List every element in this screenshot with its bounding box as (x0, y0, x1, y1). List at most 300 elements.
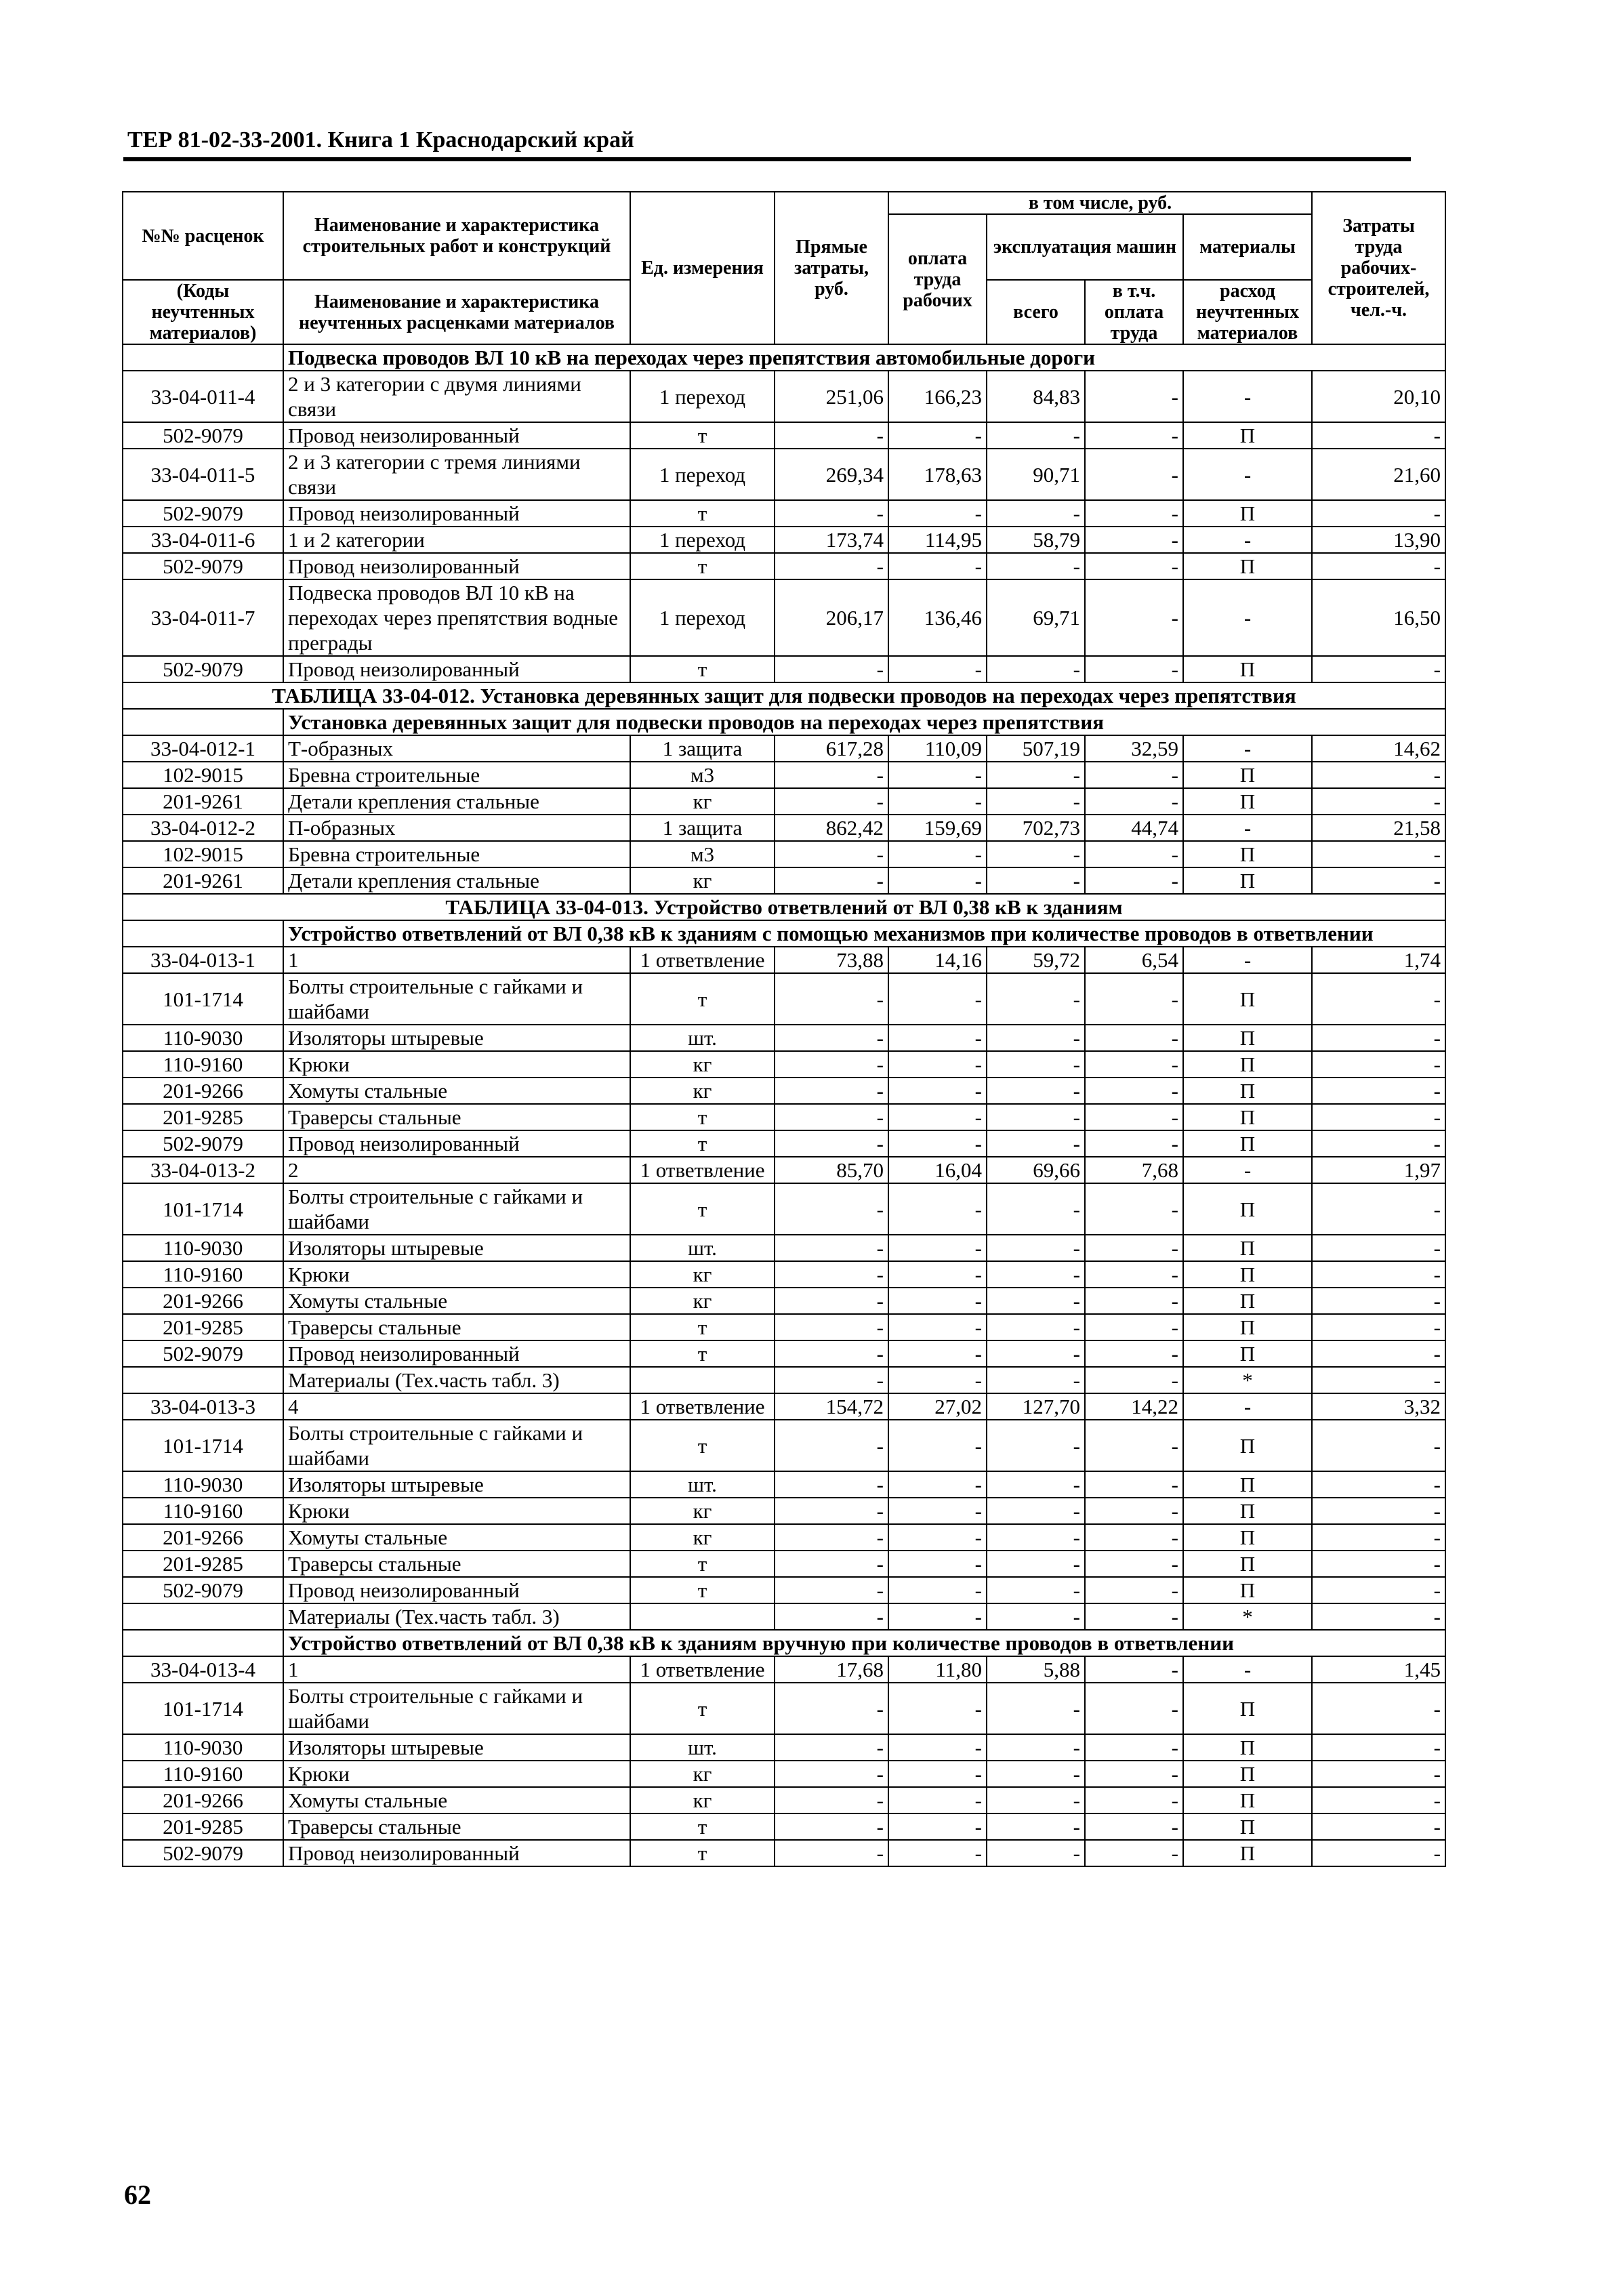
work-name: Болты строительные с гайками и шайбами (283, 1420, 630, 1471)
unit-cell: т (630, 1551, 775, 1577)
table-body (123, 344, 1445, 1866)
unit-cell: 1 переход (630, 449, 775, 500)
rate-code: 502-9079 (123, 500, 283, 527)
machines-wage: - (1085, 1787, 1183, 1813)
machines-total: - (987, 1183, 1085, 1235)
table-row (123, 1051, 1445, 1078)
direct-cost: - (775, 422, 888, 449)
wage-cost: - (888, 1288, 987, 1314)
work-name: 2 и 3 категории с тремя линиями связи (283, 449, 630, 500)
unit-cell: т (630, 973, 775, 1025)
direct-cost: - (775, 553, 888, 579)
table-row (123, 553, 1445, 579)
unit-cell: шт. (630, 1471, 775, 1498)
rate-code: 33-04-012-1 (123, 735, 283, 762)
section-row (123, 920, 1445, 947)
direct-cost: - (775, 1577, 888, 1603)
direct-cost: - (775, 1471, 888, 1498)
wage-cost: - (888, 1104, 987, 1130)
table-row (123, 1420, 1445, 1471)
machines-total: - (987, 1603, 1085, 1630)
machines-total: - (987, 1813, 1085, 1840)
machines-total: - (987, 973, 1085, 1025)
rate-code: 33-04-013-4 (123, 1656, 283, 1683)
work-name: Хомуты стальные (283, 1288, 630, 1314)
labor-cost: - (1312, 656, 1445, 682)
work-name: Материалы (Тех.часть табл. 3) (283, 1367, 630, 1393)
work-name: Хомуты стальные (283, 1787, 630, 1813)
direct-cost: - (775, 1813, 888, 1840)
labor-cost: - (1312, 788, 1445, 815)
labor-cost: - (1312, 867, 1445, 894)
col-name-header: Наименование и характеристика строительных работ и конструкций (283, 192, 630, 280)
table-row (123, 1577, 1445, 1603)
unit-cell (630, 1603, 775, 1630)
rate-code: 110-9030 (123, 1471, 283, 1498)
machines-wage: - (1085, 1603, 1183, 1630)
labor-cost: - (1312, 1078, 1445, 1104)
rate-code: 502-9079 (123, 553, 283, 579)
labor-cost: - (1312, 1734, 1445, 1761)
table-row (123, 579, 1445, 656)
work-name: Изоляторы штыревые (283, 1734, 630, 1761)
direct-cost: - (775, 1420, 888, 1471)
unit-cell: т (630, 500, 775, 527)
machines-wage: - (1085, 1656, 1183, 1683)
labor-cost: - (1312, 1603, 1445, 1630)
unit-cell: кг (630, 1288, 775, 1314)
labor-cost: - (1312, 500, 1445, 527)
machines-wage: - (1085, 1183, 1183, 1235)
rate-code: 502-9079 (123, 1340, 283, 1367)
table-row (123, 1183, 1445, 1235)
wage-cost: 114,95 (888, 527, 987, 553)
work-name: 1 (283, 947, 630, 973)
wage-cost: - (888, 1551, 987, 1577)
materials-cell: П (1183, 762, 1312, 788)
direct-cost: - (775, 1340, 888, 1367)
machines-wage: - (1085, 841, 1183, 867)
table-row (123, 1813, 1445, 1840)
rate-code: 33-04-011-4 (123, 371, 283, 422)
work-name: Провод неизолированный (283, 500, 630, 527)
direct-cost: - (775, 1183, 888, 1235)
wage-cost: - (888, 553, 987, 579)
unit-cell: кг (630, 1051, 775, 1078)
wage-cost: - (888, 422, 987, 449)
work-name: Крюки (283, 1261, 630, 1288)
materials-cell: П (1183, 1340, 1312, 1367)
machines-wage: 44,74 (1085, 815, 1183, 841)
labor-cost: - (1312, 1340, 1445, 1367)
machines-total: - (987, 1683, 1085, 1734)
rate-code: 102-9015 (123, 841, 283, 867)
materials-cell: П (1183, 1813, 1312, 1840)
rate-code: 110-9160 (123, 1761, 283, 1787)
machines-wage: - (1085, 1104, 1183, 1130)
unit-cell: 1 защита (630, 815, 775, 841)
materials-cell: П (1183, 1761, 1312, 1787)
machines-wage: - (1085, 1025, 1183, 1051)
machines-wage: - (1085, 1078, 1183, 1104)
rate-code: 33-04-011-6 (123, 527, 283, 553)
section-title: Установка деревянных защит для подвески проводов на переходах через препятствия (283, 709, 1445, 735)
wage-cost: 14,16 (888, 947, 987, 973)
unit-cell: кг (630, 1524, 775, 1551)
section-title: Устройство ответвлений от ВЛ 0,38 кВ к зданиям с помощью механизмов при количестве проводов в ответвлении (283, 920, 1445, 947)
rate-code: 110-9160 (123, 1498, 283, 1524)
work-name: Болты строительные с гайками и шайбами (283, 1183, 630, 1235)
table-row (123, 1787, 1445, 1813)
machines-total: - (987, 1235, 1085, 1261)
materials-cell: П (1183, 422, 1312, 449)
wage-cost: - (888, 867, 987, 894)
machines-wage: - (1085, 449, 1183, 500)
labor-cost: - (1312, 1367, 1445, 1393)
labor-cost: 14,62 (1312, 735, 1445, 762)
materials-cell: П (1183, 1130, 1312, 1157)
col-wage-header: оплата труда рабочих (888, 214, 987, 344)
machines-total: - (987, 1340, 1085, 1367)
unit-cell: шт. (630, 1025, 775, 1051)
unit-cell: кг (630, 1261, 775, 1288)
materials-cell: - (1183, 1393, 1312, 1420)
direct-cost: 154,72 (775, 1393, 888, 1420)
rate-code: 33-04-011-5 (123, 449, 283, 500)
direct-cost: - (775, 1025, 888, 1051)
table-title: ТАБЛИЦА 33-04-013. Устройство ответвлений от ВЛ 0,38 кВ к зданиям (123, 894, 1445, 920)
machines-total: - (987, 867, 1085, 894)
unit-cell: 1 ответвление (630, 1656, 775, 1683)
section-spacer (123, 709, 283, 735)
direct-cost: - (775, 973, 888, 1025)
materials-cell: П (1183, 1104, 1312, 1130)
work-name: Крюки (283, 1498, 630, 1524)
materials-cell: П (1183, 1314, 1312, 1340)
materials-cell: П (1183, 1288, 1312, 1314)
table-title-row (123, 894, 1445, 920)
table-row (123, 1130, 1445, 1157)
unit-cell: кг (630, 1761, 775, 1787)
unit-cell: т (630, 656, 775, 682)
materials-cell: П (1183, 1498, 1312, 1524)
direct-cost: - (775, 1367, 888, 1393)
table-row (123, 815, 1445, 841)
page-number: 62 (124, 2179, 151, 2210)
col-name-sub-header: Наименование и характеристика неучтенных расценками материалов (283, 280, 630, 344)
col-machines-wage-header: в т.ч. оплата труда (1085, 280, 1183, 344)
materials-cell: П (1183, 1577, 1312, 1603)
machines-wage: - (1085, 422, 1183, 449)
materials-cell: П (1183, 1261, 1312, 1288)
wage-cost: - (888, 1524, 987, 1551)
direct-cost: - (775, 1261, 888, 1288)
unit-cell (630, 1367, 775, 1393)
machines-total: - (987, 788, 1085, 815)
unit-cell: 1 переход (630, 527, 775, 553)
materials-cell: П (1183, 1078, 1312, 1104)
machines-wage: - (1085, 579, 1183, 656)
col-code-header: №№ расценок (123, 192, 283, 280)
col-code-sub-header: (Коды неучтенных материалов) (123, 280, 283, 344)
wage-cost: - (888, 1235, 987, 1261)
table-row (123, 1367, 1445, 1393)
work-name: Провод неизолированный (283, 656, 630, 682)
table-row (123, 449, 1445, 500)
direct-cost: - (775, 1761, 888, 1787)
col-materials-sub-header: расход неучтенных материалов (1183, 280, 1312, 344)
table-row (123, 422, 1445, 449)
machines-wage: - (1085, 527, 1183, 553)
machines-total: - (987, 1577, 1085, 1603)
wage-cost: - (888, 1734, 987, 1761)
work-name: Бревна строительные (283, 762, 630, 788)
rate-code: 33-04-013-1 (123, 947, 283, 973)
rate-code: 502-9079 (123, 656, 283, 682)
machines-wage: 6,54 (1085, 947, 1183, 973)
wage-cost: - (888, 1051, 987, 1078)
direct-cost: 206,17 (775, 579, 888, 656)
direct-cost: - (775, 1314, 888, 1340)
machines-total: 84,83 (987, 371, 1085, 422)
machines-total: - (987, 1051, 1085, 1078)
table-row (123, 1471, 1445, 1498)
labor-cost: - (1312, 1288, 1445, 1314)
wage-cost: 136,46 (888, 579, 987, 656)
work-name: Хомуты стальные (283, 1078, 630, 1104)
machines-wage: - (1085, 553, 1183, 579)
machines-wage: - (1085, 1524, 1183, 1551)
work-name: Провод неизолированный (283, 1340, 630, 1367)
machines-total: - (987, 1288, 1085, 1314)
labor-cost: - (1312, 1025, 1445, 1051)
materials-cell: П (1183, 500, 1312, 527)
work-name: 2 (283, 1157, 630, 1183)
rate-code: 110-9030 (123, 1235, 283, 1261)
materials-cell: П (1183, 656, 1312, 682)
wage-cost: 159,69 (888, 815, 987, 841)
table-row (123, 947, 1445, 973)
rate-code: 33-04-012-2 (123, 815, 283, 841)
work-name: Хомуты стальные (283, 1524, 630, 1551)
machines-total: - (987, 1551, 1085, 1577)
unit-cell: 1 ответвление (630, 1393, 775, 1420)
machines-wage: - (1085, 1471, 1183, 1498)
wage-cost: - (888, 762, 987, 788)
unit-cell: шт. (630, 1235, 775, 1261)
machines-total: - (987, 1314, 1085, 1340)
machines-total: - (987, 1787, 1085, 1813)
unit-cell: т (630, 1840, 775, 1866)
machines-total: - (987, 1025, 1085, 1051)
table-row (123, 1683, 1445, 1734)
machines-total: - (987, 1130, 1085, 1157)
table-row (123, 1025, 1445, 1051)
table-title: ТАБЛИЦА 33-04-012. Установка деревянных защит для подвески проводов на переходах через препятствия (123, 682, 1445, 709)
materials-cell: П (1183, 553, 1312, 579)
materials-cell: П (1183, 973, 1312, 1025)
machines-total: - (987, 553, 1085, 579)
labor-cost: 1,45 (1312, 1656, 1445, 1683)
rate-code: 201-9261 (123, 788, 283, 815)
work-name: Бревна строительные (283, 841, 630, 867)
machines-total: 59,72 (987, 947, 1085, 973)
labor-cost: - (1312, 1524, 1445, 1551)
wage-cost: - (888, 1367, 987, 1393)
direct-cost: - (775, 1787, 888, 1813)
materials-cell: - (1183, 527, 1312, 553)
rate-code: 201-9285 (123, 1813, 283, 1840)
machines-total: 69,66 (987, 1157, 1085, 1183)
machines-total: - (987, 1367, 1085, 1393)
unit-cell: кг (630, 1498, 775, 1524)
direct-cost: - (775, 1288, 888, 1314)
table-row (123, 500, 1445, 527)
table-row (123, 1524, 1445, 1551)
machines-wage: - (1085, 1683, 1183, 1734)
wage-cost: - (888, 1787, 987, 1813)
work-name: Крюки (283, 1051, 630, 1078)
machines-wage: - (1085, 500, 1183, 527)
rate-code: 201-9285 (123, 1314, 283, 1340)
table-row (123, 841, 1445, 867)
wage-cost: - (888, 1603, 987, 1630)
machines-total: 5,88 (987, 1656, 1085, 1683)
labor-cost: 16,50 (1312, 579, 1445, 656)
rate-code: 110-9160 (123, 1261, 283, 1288)
machines-total: 127,70 (987, 1393, 1085, 1420)
labor-cost: - (1312, 1104, 1445, 1130)
labor-cost: - (1312, 1761, 1445, 1787)
table-row (123, 973, 1445, 1025)
work-name: 2 и 3 категории с двумя линиями связи (283, 371, 630, 422)
wage-cost: - (888, 973, 987, 1025)
direct-cost: - (775, 1734, 888, 1761)
direct-cost: - (775, 841, 888, 867)
table-row (123, 1288, 1445, 1314)
machines-total: 702,73 (987, 815, 1085, 841)
table-row (123, 1393, 1445, 1420)
wage-cost: - (888, 1761, 987, 1787)
direct-cost: - (775, 1840, 888, 1866)
machines-total: - (987, 1261, 1085, 1288)
table-row (123, 1734, 1445, 1761)
work-name: Болты строительные с гайками и шайбами (283, 973, 630, 1025)
unit-cell: 1 переход (630, 579, 775, 656)
work-name: Траверсы стальные (283, 1104, 630, 1130)
rate-code: 502-9079 (123, 1840, 283, 1866)
direct-cost: 85,70 (775, 1157, 888, 1183)
unit-cell: м3 (630, 762, 775, 788)
labor-cost: - (1312, 973, 1445, 1025)
work-name: Т-образных (283, 735, 630, 762)
table-row (123, 1340, 1445, 1367)
machines-total: - (987, 1498, 1085, 1524)
work-name: Детали крепления стальные (283, 788, 630, 815)
machines-total: - (987, 500, 1085, 527)
rate-code (123, 1603, 283, 1630)
labor-cost: - (1312, 422, 1445, 449)
direct-cost: - (775, 867, 888, 894)
work-name: 4 (283, 1393, 630, 1420)
col-incl-header: в том числе, руб. (888, 192, 1312, 214)
labor-cost: - (1312, 1551, 1445, 1577)
work-name: Материалы (Тех.часть табл. 3) (283, 1603, 630, 1630)
machines-total: - (987, 1761, 1085, 1787)
unit-cell: т (630, 1683, 775, 1734)
labor-cost: - (1312, 1130, 1445, 1157)
table-row (123, 1603, 1445, 1630)
materials-cell: П (1183, 867, 1312, 894)
table-title-row (123, 682, 1445, 709)
unit-cell: т (630, 1813, 775, 1840)
labor-cost: - (1312, 1420, 1445, 1471)
work-name: 1 и 2 категории (283, 527, 630, 553)
labor-cost: 21,60 (1312, 449, 1445, 500)
unit-cell: т (630, 1183, 775, 1235)
work-name: Подвеска проводов ВЛ 10 кВ на переходах через препятствия водные преграды (283, 579, 630, 656)
wage-cost: - (888, 841, 987, 867)
unit-cell: т (630, 1130, 775, 1157)
labor-cost: - (1312, 1183, 1445, 1235)
direct-cost: - (775, 1078, 888, 1104)
table-row (123, 1235, 1445, 1261)
rate-code: 201-9266 (123, 1078, 283, 1104)
materials-cell: - (1183, 815, 1312, 841)
unit-cell: 1 защита (630, 735, 775, 762)
col-unit-header: Ед. измерения (630, 192, 775, 344)
machines-total: - (987, 1524, 1085, 1551)
materials-cell: П (1183, 841, 1312, 867)
machines-wage: - (1085, 1261, 1183, 1288)
wage-cost: - (888, 500, 987, 527)
machines-wage: - (1085, 788, 1183, 815)
rate-code: 102-9015 (123, 762, 283, 788)
machines-wage: 7,68 (1085, 1157, 1183, 1183)
materials-cell: П (1183, 1524, 1312, 1551)
direct-cost: 862,42 (775, 815, 888, 841)
machines-wage: - (1085, 1340, 1183, 1367)
direct-cost: 617,28 (775, 735, 888, 762)
machines-wage: - (1085, 1130, 1183, 1157)
work-name: Провод неизолированный (283, 1130, 630, 1157)
labor-cost: 1,74 (1312, 947, 1445, 973)
materials-cell: - (1183, 735, 1312, 762)
materials-cell: П (1183, 1025, 1312, 1051)
materials-cell: П (1183, 1183, 1312, 1235)
machines-total: 90,71 (987, 449, 1085, 500)
work-name: Провод неизолированный (283, 1840, 630, 1866)
wage-cost: - (888, 1183, 987, 1235)
materials-cell: П (1183, 1683, 1312, 1734)
direct-cost: - (775, 1130, 888, 1157)
labor-cost: 13,90 (1312, 527, 1445, 553)
labor-cost: 20,10 (1312, 371, 1445, 422)
materials-cell: П (1183, 788, 1312, 815)
rate-code: 33-04-013-3 (123, 1393, 283, 1420)
unit-cell: шт. (630, 1734, 775, 1761)
unit-cell: м3 (630, 841, 775, 867)
wage-cost: - (888, 1813, 987, 1840)
labor-cost: - (1312, 1840, 1445, 1866)
labor-cost: 3,32 (1312, 1393, 1445, 1420)
section-row (123, 709, 1445, 735)
unit-cell: т (630, 1420, 775, 1471)
materials-cell: - (1183, 1656, 1312, 1683)
machines-wage: - (1085, 1813, 1183, 1840)
section-spacer (123, 344, 283, 371)
machines-total: - (987, 1420, 1085, 1471)
